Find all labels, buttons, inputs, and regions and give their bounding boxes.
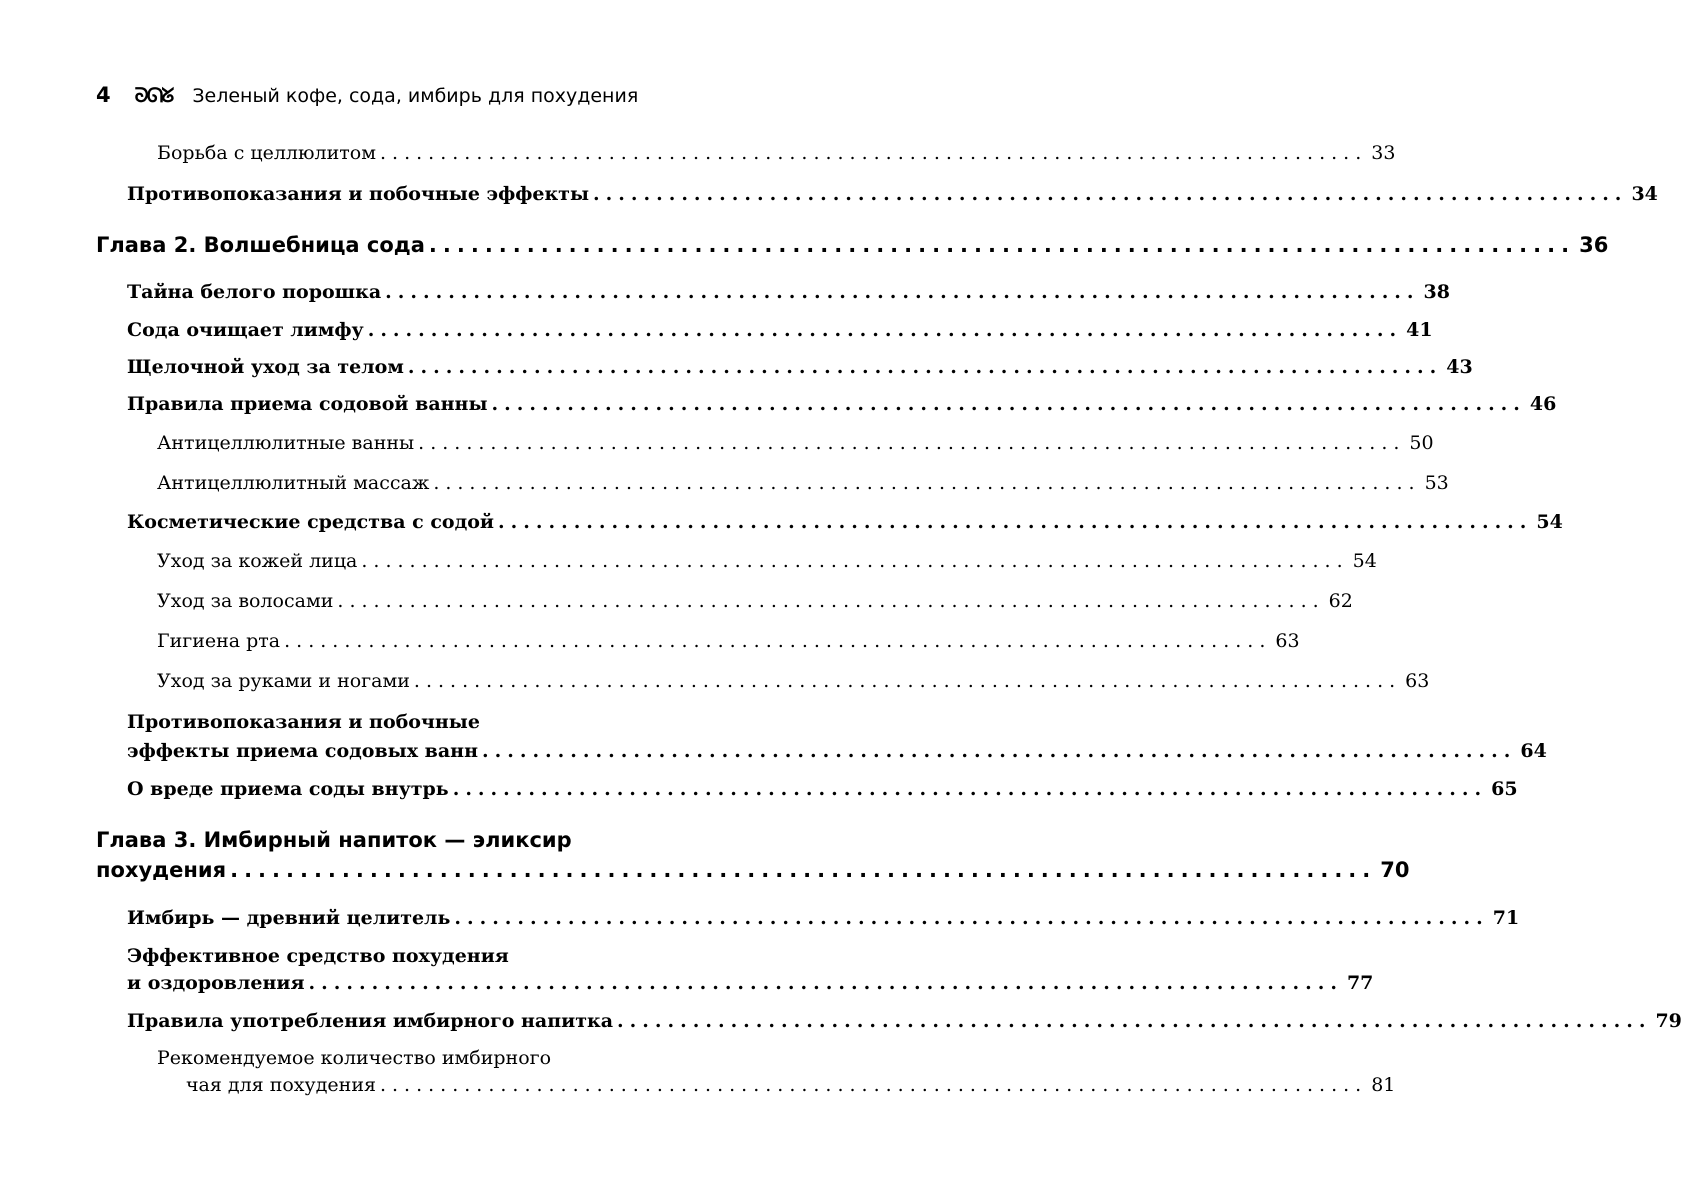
dot-leader: .................................................................................. (337, 590, 1325, 612)
toc-entry-title: похудения (96, 858, 227, 882)
toc-entry-title: Борьба с целлюлитом (157, 142, 377, 164)
toc-entry-title: Противопоказания и побочные эффекты (127, 183, 590, 205)
toc-entry[interactable] (127, 740, 1547, 762)
toc-entry-page: 43 (1446, 356, 1473, 378)
dot-leader: .................................................................................. (380, 142, 1368, 164)
toc-entry-page: 38 (1423, 281, 1450, 303)
dot-leader: .................................................................................. (385, 281, 1420, 303)
toc-entry-title: Сода очищает лимфу (127, 319, 364, 341)
dot-leader: .................................................................................. (428, 233, 1576, 257)
toc-entry-page: 46 (1529, 393, 1557, 415)
toc-entry[interactable] (186, 1074, 1396, 1096)
toc-chapter-entry[interactable] (96, 858, 1410, 882)
page-number: 4 (96, 83, 111, 107)
toc-entry-title-line1[interactable]: Эффективное средство похудения (127, 945, 509, 967)
toc-entry[interactable] (157, 432, 1434, 454)
toc-entry-page: 36 (1579, 233, 1609, 257)
toc-entry-title: Уход за волосами (157, 590, 334, 612)
toc-entry-page: 33 (1371, 142, 1396, 164)
toc-entry-title: эффекты приема содовых ванн (127, 740, 478, 762)
toc-entry[interactable] (127, 356, 1473, 378)
toc-entry[interactable] (127, 183, 1658, 205)
toc-entry-page: 77 (1346, 972, 1374, 994)
toc-entry[interactable] (127, 907, 1520, 929)
toc-entry-page: 71 (1492, 907, 1520, 929)
toc-entry[interactable] (157, 142, 1396, 164)
toc-entry-title: Правила приема содовой ванны (127, 393, 488, 415)
dot-leader: .................................................................................. (452, 778, 1488, 800)
toc-entry-title: Уход за руками и ногами (157, 670, 410, 692)
dot-leader: .................................................................................. (413, 670, 1402, 692)
toc-entry-title: Косметические средства с содой (127, 511, 494, 533)
book-title: Зеленый кофе, сода, имбирь для похудения (192, 85, 639, 107)
toc-entry-page: 54 (1536, 511, 1563, 533)
toc-entry-title: Уход за кожей лица (157, 550, 358, 572)
toc-entry-page: 79 (1655, 1010, 1682, 1032)
toc-entry-title: и оздоровления (127, 972, 305, 994)
toc-entry[interactable] (157, 550, 1377, 572)
toc-entry-title: чая для похудения (186, 1074, 376, 1096)
toc-entry-title: Антицеллюлитные ванны (157, 432, 415, 454)
ornament-icon: ᘐᘏᘜ (134, 83, 173, 107)
toc-entry-title: Глава 2. Волшебница сода (96, 233, 425, 257)
toc-entry[interactable] (157, 472, 1449, 494)
dot-leader: .................................................................................. (454, 907, 1489, 929)
toc-entry[interactable] (127, 972, 1374, 994)
toc-entry-page: 70 (1380, 858, 1410, 882)
toc-entry-page: 81 (1371, 1074, 1396, 1096)
dot-leader: .................................................................................. (407, 356, 1443, 378)
dot-leader: .................................................................................. (498, 511, 1533, 533)
dot-leader: .................................................................................. (593, 183, 1628, 205)
toc-entry-page: 64 (1520, 740, 1547, 762)
toc-entry-page: 34 (1631, 183, 1658, 205)
toc-entry[interactable] (157, 670, 1430, 692)
toc-entry-title: Гигиена рта (157, 630, 281, 652)
toc-chapter-title-line1[interactable]: Глава 3. Имбирный напиток — эликсир (96, 828, 572, 852)
dot-leader: .................................................................................. (379, 1074, 1368, 1096)
dot-leader: .................................................................................. (418, 432, 1406, 454)
toc-entry-title: Антицеллюлитный массаж (157, 472, 430, 494)
toc-entry-page: 63 (1405, 670, 1430, 692)
toc-entry-title: Правила употребления имбирного напитка (127, 1010, 614, 1032)
dot-leader: .................................................................................. (617, 1010, 1652, 1032)
dot-leader: .................................................................................. (433, 472, 1421, 494)
dot-leader: .................................................................................. (308, 972, 1343, 994)
toc-entry-page: 65 (1491, 778, 1518, 800)
toc-entry-page: 63 (1275, 630, 1300, 652)
toc-entry-title: О вреде приема соды внутрь (127, 778, 449, 800)
toc-entry-page: 41 (1406, 319, 1433, 341)
dot-leader: .................................................................................. (361, 550, 1349, 572)
toc-chapter-entry[interactable] (96, 233, 1609, 257)
toc-entry[interactable] (157, 630, 1300, 652)
toc-entry[interactable] (127, 778, 1518, 800)
toc-entry-page: 54 (1352, 550, 1377, 572)
toc-entry-title-line1[interactable]: Рекомендуемое количество имбирного (157, 1047, 552, 1069)
toc-entry-page: 53 (1424, 472, 1449, 494)
toc-entry-title: Тайна белого порошка (127, 281, 382, 303)
toc-entry[interactable] (157, 590, 1353, 612)
toc-entry[interactable] (127, 281, 1450, 303)
toc-entry-page: 62 (1328, 590, 1353, 612)
dot-leader: .................................................................................. (230, 858, 1377, 882)
toc-entry[interactable] (127, 511, 1563, 533)
toc-entry-page: 50 (1409, 432, 1434, 454)
toc-entry-title: Щелочной уход за телом (127, 356, 404, 378)
dot-leader: .................................................................................. (481, 740, 1517, 762)
dot-leader: .................................................................................. (491, 393, 1526, 415)
toc-entry[interactable] (127, 1010, 1682, 1032)
toc-entry-title-line1[interactable]: Противопоказания и побочные (127, 711, 480, 733)
dot-leader: .................................................................................. (367, 319, 1403, 341)
toc-entry-title: Имбирь — древний целитель (127, 907, 451, 929)
running-header (96, 78, 696, 112)
dot-leader: .................................................................................. (284, 630, 1272, 652)
toc-entry[interactable] (127, 319, 1433, 341)
toc-entry[interactable] (127, 393, 1557, 415)
